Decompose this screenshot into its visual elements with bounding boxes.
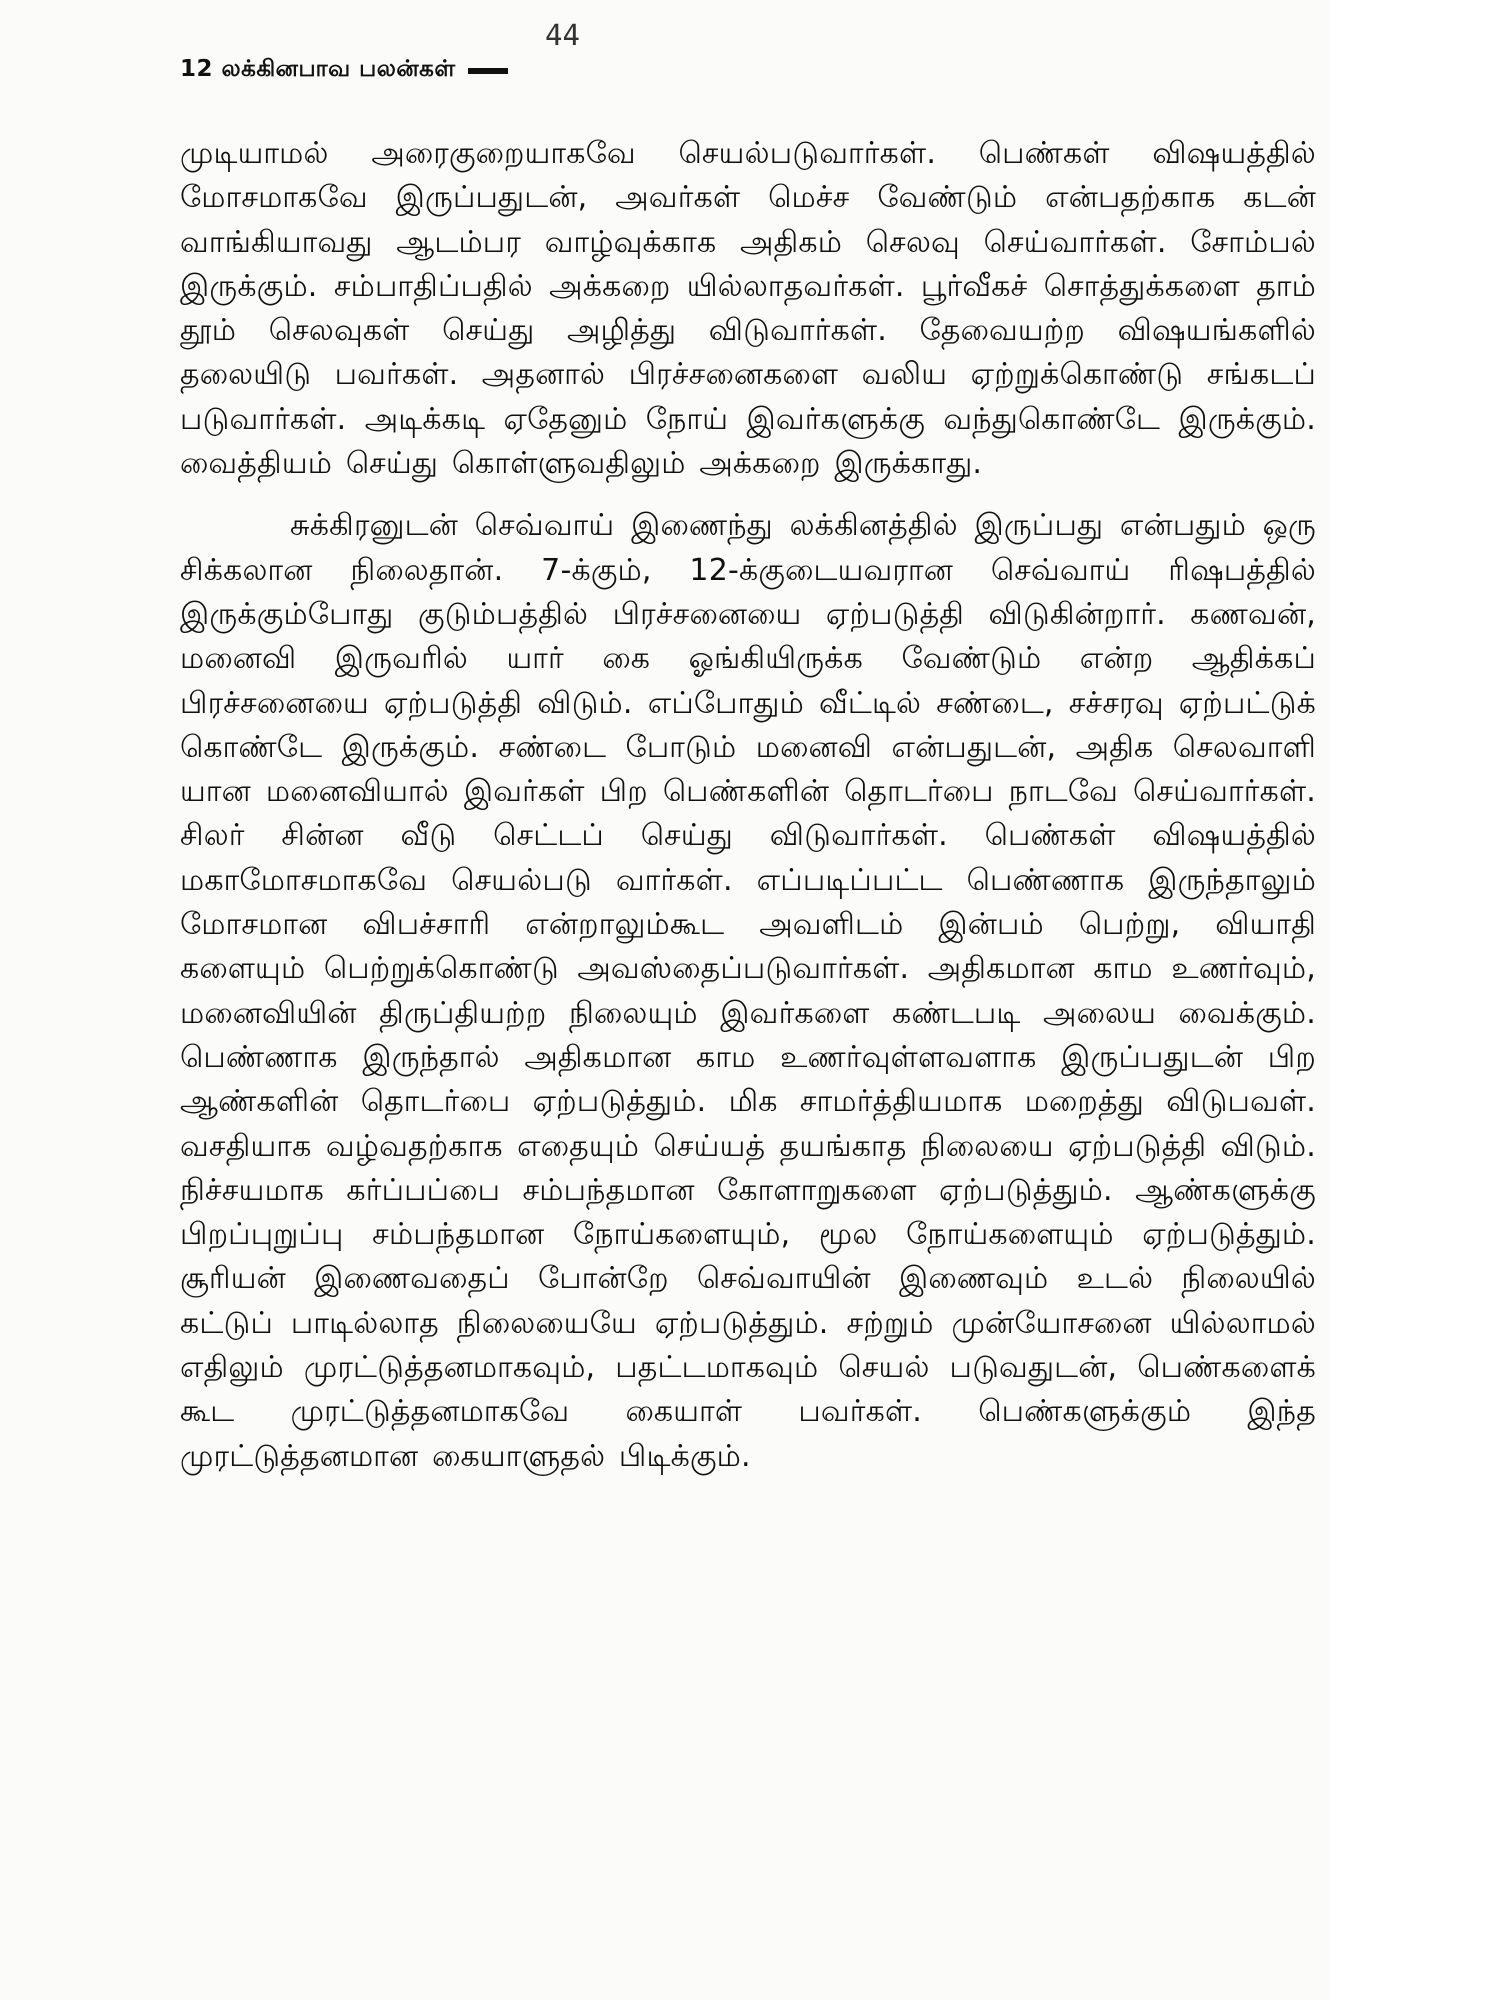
running-header xyxy=(180,56,508,85)
page-margin-edge xyxy=(1330,0,1500,2000)
paragraph-2: சுக்கிரனுடன் செவ்வாய் இணைந்து லக்கினத்தில் இருப்பது என்பதும் ஒரு சிக்கலான நிலைதான். 7-க்கும், 12-க்குடையவரான செவ்வாய் ரிஷபத்தில் இருக்கும்போது குடும்பத்தில் பிரச்சனையை ஏற்படுத்தி விடுகின்றார். கணவன், மனைவி இருவரில் யார் கை ஓங்கியிருக்க வேண்டும் என்ற ஆதிக்கப் பிரச்சனையை ஏற்படுத்தி விடும். எப்போதும் வீட்டில் சண்டை, சச்சரவு ஏற்பட்டுக் கொண்டே இருக்கும். சண்டை போடும் மனைவி என்பதுடன், அதிக செலவாளி யான மனைவியால் இவர்கள் பிற பெண்களின் தொடர்பை நாடவே செய்வார்கள். சிலர் சின்ன வீடு செட்டப் செய்து விடுவார்கள். பெண்கள் விஷயத்தில் மகாமோசமாகவே செயல்படு வார்கள். எப்படிப்பட்ட பெண்ணாக இருந்தாலும் மோசமான விபச்சாரி என்றாலும்கூட அவளிடம் இன்பம் பெற்று, வியாதி களையும் பெற்றுக்கொண்டு அவஸ்தைப்படுவார்கள். அதிகமான காம உணர்வும், மனைவியின் திருப்தியற்ற நிலையும் இவர்களை கண்டபடி அலைய வைக்கும். பெண்ணாக இருந்தால் அதிகமான காம உணர்வுள்ளவளாக இருப்பதுடன் பிற ஆண்களின் தொடர்பை ஏற்படுத்தும். மிக சாமர்த்தியமாக மறைத்து விடுபவள். வசதியாக வழ்வதற்காக எதையும் செய்யத் தயங்காத நிலையை ஏற்படுத்தி விடும். நிச்சயமாக கர்ப்பப்பை சம்பந்தமான கோளாறுகளை ஏற்படுத்தும். ஆண்களுக்கு பிறப்புறுப்பு சம்பந்தமான நோய்களையும், மூல நோய்களையும் ஏற்படுத்தும். சூரியன் இணைவதைப் போன்றே செவ்வாயின் இணைவும் உடல் நிலையில் கட்டுப் பாடில்லாத நிலையையே ஏற்படுத்தும். சற்றும் முன்யோசனை யில்லாமல் எதிலும் முரட்டுத்தனமாகவும், பதட்டமாகவும் செயல் படுவதுடன், பெண்களைக் கூட முரட்டுத்தனமாகவே கையாள் பவர்கள். பெண்களுக்கும் இந்த முரட்டுத்தனமான கையாளுதல் பிடிக்கும். xyxy=(180,508,1316,1474)
header-rule xyxy=(468,68,508,74)
body-text xyxy=(180,132,1316,1479)
running-title: 12 லக்கினபாவ பலன்கள் xyxy=(180,56,456,82)
paragraph-1: முடியாமல் அரைகுறையாகவே செயல்படுவார்கள். பெண்கள் விஷயத்தில் மோசமாகவே இருப்பதுடன், அவர்கள் மெச்ச வேண்டும் என்பதற்காக கடன் வாங்கியாவது ஆடம்பர வாழ்வுக்காக அதிகம் செலவு செய்வார்கள். சோம்பல் இருக்கும். சம்பாதிப்பதில் அக்கறை யில்லாதவர்கள். பூர்வீகச் சொத்துக்களை தாம் தூம் செலவுகள் செய்து அழித்து விடுவார்கள். தேவையற்ற விஷயங்களில் தலையிடு பவர்கள். அதனால் பிரச்சனைகளை வலிய ஏற்றுக்கொண்டு சங்கடப் படுவார்கள். அடிக்கடி ஏதேனும் நோய் இவர்களுக்கு வந்துகொண்டே இருக்கும். வைத்தியம் செய்து கொள்ளுவதிலும் அக்கறை இருக்காது. xyxy=(180,136,1316,482)
page-number: 44 xyxy=(545,18,580,52)
